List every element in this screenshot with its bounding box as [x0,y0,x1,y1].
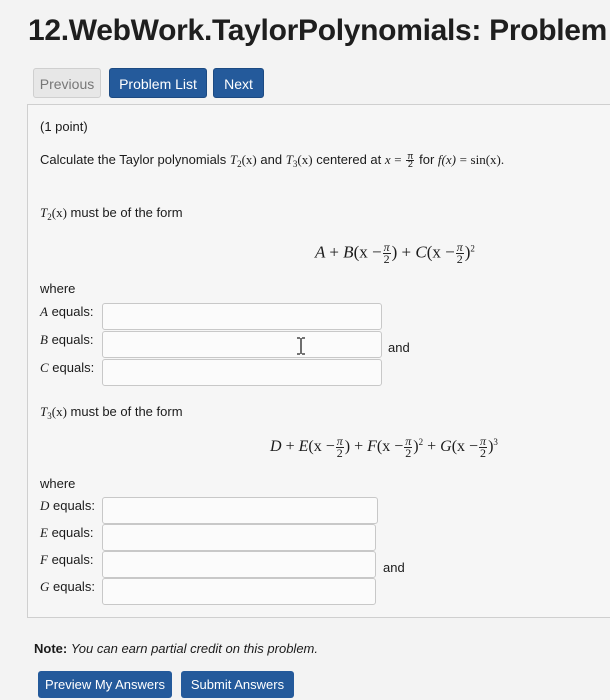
preview-answers-button[interactable]: Preview My Answers [38,671,172,698]
problem-list-button[interactable]: Problem List [109,68,207,98]
label-e: E equals: [40,525,94,540]
label-f: F equals: [40,552,94,567]
t2-and-label: and [388,340,410,355]
answer-b-input[interactable] [102,331,382,358]
for-text: for [419,152,435,167]
label-g: G equals: [40,579,95,594]
problem-prompt [40,152,504,169]
note-text: You can earn partial credit on this problem. [70,641,318,656]
label-a: A equals: [40,304,94,319]
point-value: (1 point) [40,119,88,134]
t2-where: where [40,281,76,296]
function-def: sin(x). [470,152,505,167]
page-title: 12.WebWork.TaylorPolynomials: Problem [28,14,608,47]
label-d: D equals: [40,498,95,513]
label-c: C equals: [40,360,95,375]
submit-answers-button[interactable]: Submit Answers [181,671,294,698]
next-button[interactable]: Next [213,68,264,98]
t3-form-label: $T_3(x)$ must be of the form [40,404,183,421]
function-name: f(x) [437,152,456,167]
previous-button[interactable]: Previous [33,68,101,98]
t3-and-label: and [383,560,405,575]
t2-symbol: $T_2$ [229,152,242,169]
answer-g-input[interactable] [102,578,376,605]
t2-form-label: $T_2(x)$ must be of the form [40,205,183,222]
answer-e-input[interactable] [102,524,376,551]
t3-formula: D + E(x − $\frac{\pi}{2}$ ) + F(x − $\frac{\pi}{2}$ )$^2$ + G(x − $\frac{\pi}{2}$ )$^3$ [270,434,498,460]
prompt-and: and [260,152,283,167]
center-equals: = [394,152,402,167]
answer-d-input[interactable] [102,497,378,524]
text-cursor-icon [295,337,307,355]
label-b: B equals: [40,332,94,347]
t3-symbol: $T_3$ [285,152,298,169]
t3-where: where [40,476,76,491]
partial-credit-note [34,641,318,656]
function-equals: = [459,152,467,167]
t2-arg: (x) [241,152,257,167]
center-var: x [384,152,391,167]
note-label: Note: [34,641,68,656]
t2-formula: A + B(x − $\frac{\pi}{2}$ ) + C(x − $\frac{\pi}{2}$ )$^2$ [315,240,475,266]
t3-arg: (x) [297,152,313,167]
answer-c-input[interactable] [102,359,382,386]
answer-f-input[interactable] [102,551,376,578]
answer-a-input[interactable] [102,303,382,330]
prompt-text: Calculate the Taylor polynomials [40,152,227,167]
centered-at-text: centered at [316,152,382,167]
center-fraction: $\frac{\pi}{2}$ [407,151,414,170]
